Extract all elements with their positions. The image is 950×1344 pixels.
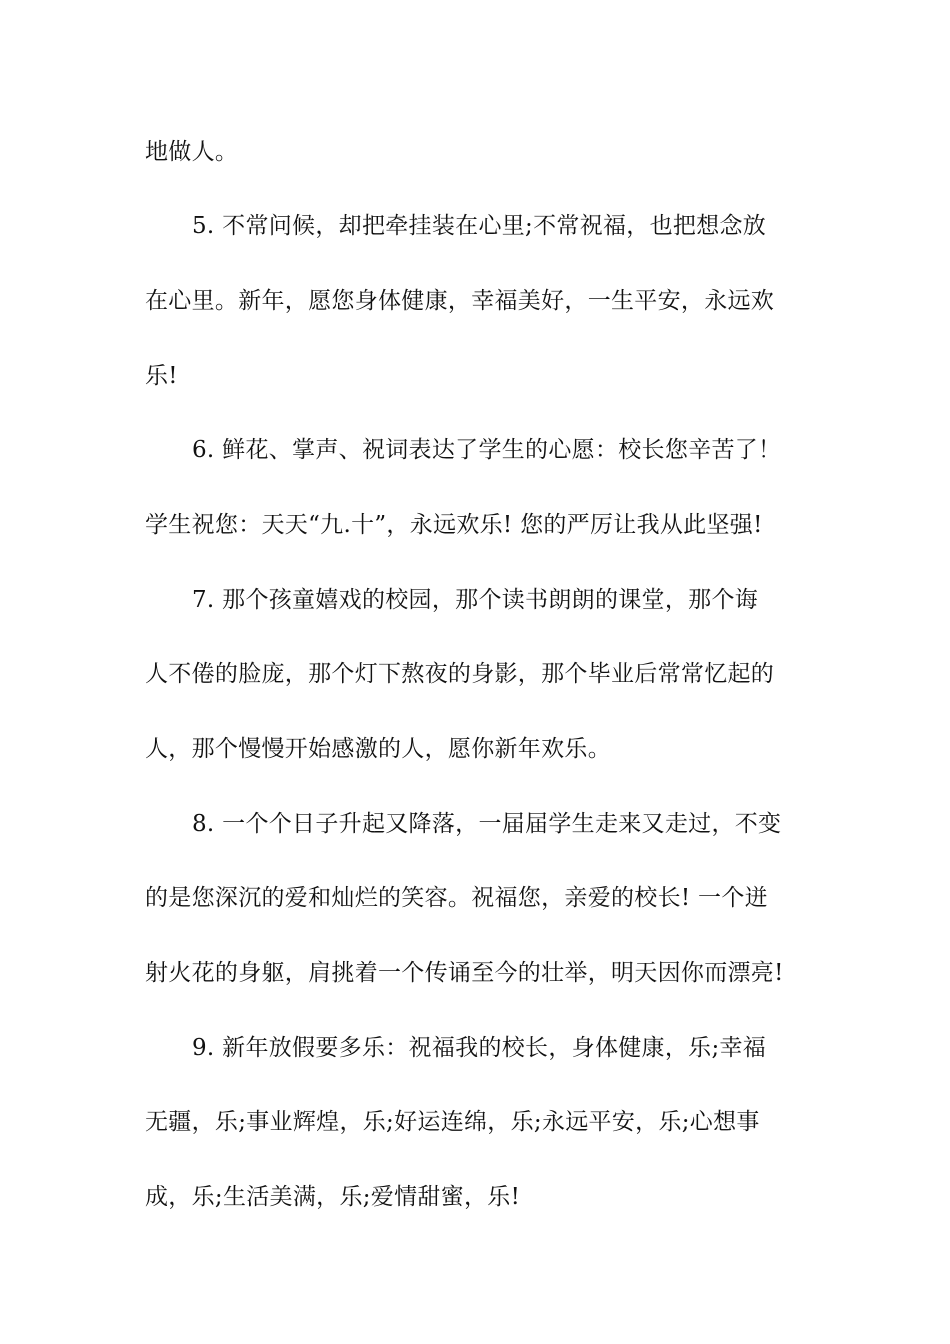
paragraph-6-line-1: 6. 鲜花、掌声、祝词表达了学生的心愿：校长您辛苦了！ bbox=[192, 437, 782, 463]
paragraph-8-line-2: 的是您深沉的爱和灿烂的笑容。祝福您，亲爱的校长! 一个迸 bbox=[145, 885, 768, 911]
paragraph-7-line-1: 7. 那个孩童嬉戏的校园，那个读书朗朗的课堂，那个诲 bbox=[192, 587, 759, 613]
paragraph-9-line-1: 9. 新年放假要多乐：祝福我的校长，身体健康，乐;幸福 bbox=[192, 1035, 767, 1061]
paragraph-5-line-2: 在心里。新年，愿您身体健康，幸福美好，一生平安，永远欢 bbox=[145, 288, 775, 314]
text-line: 地做人。 bbox=[145, 139, 239, 165]
paragraph-9-line-2: 无疆，乐;事业辉煌，乐;好运连绵，乐;永远平安，乐;心想事 bbox=[145, 1109, 760, 1135]
paragraph-6-line-2: 学生祝您：天天“九.十”，永远欢乐! 您的严厉让我从此坚强! bbox=[145, 512, 763, 538]
paragraph-7-line-3: 人，那个慢慢开始感激的人，愿你新年欢乐。 bbox=[145, 736, 611, 762]
paragraph-5-line-3: 乐! bbox=[145, 363, 178, 389]
paragraph-5-line-1: 5. 不常问候，却把牵挂装在心里;不常祝福，也把想念放 bbox=[192, 213, 767, 239]
paragraph-7-line-2: 人不倦的脸庞，那个灯下熬夜的身影，那个毕业后常常忆起的 bbox=[145, 661, 775, 687]
paragraph-8-line-3: 射火花的身躯，肩挑着一个传诵至今的壮举，明天因你而漂亮! bbox=[145, 960, 784, 986]
paragraph-9-line-3: 成，乐;生活美满，乐;爱情甜蜜，乐! bbox=[145, 1184, 521, 1210]
paragraph-8-line-1: 8. 一个个日子升起又降落，一届届学生走来又走过，不变 bbox=[192, 811, 782, 837]
